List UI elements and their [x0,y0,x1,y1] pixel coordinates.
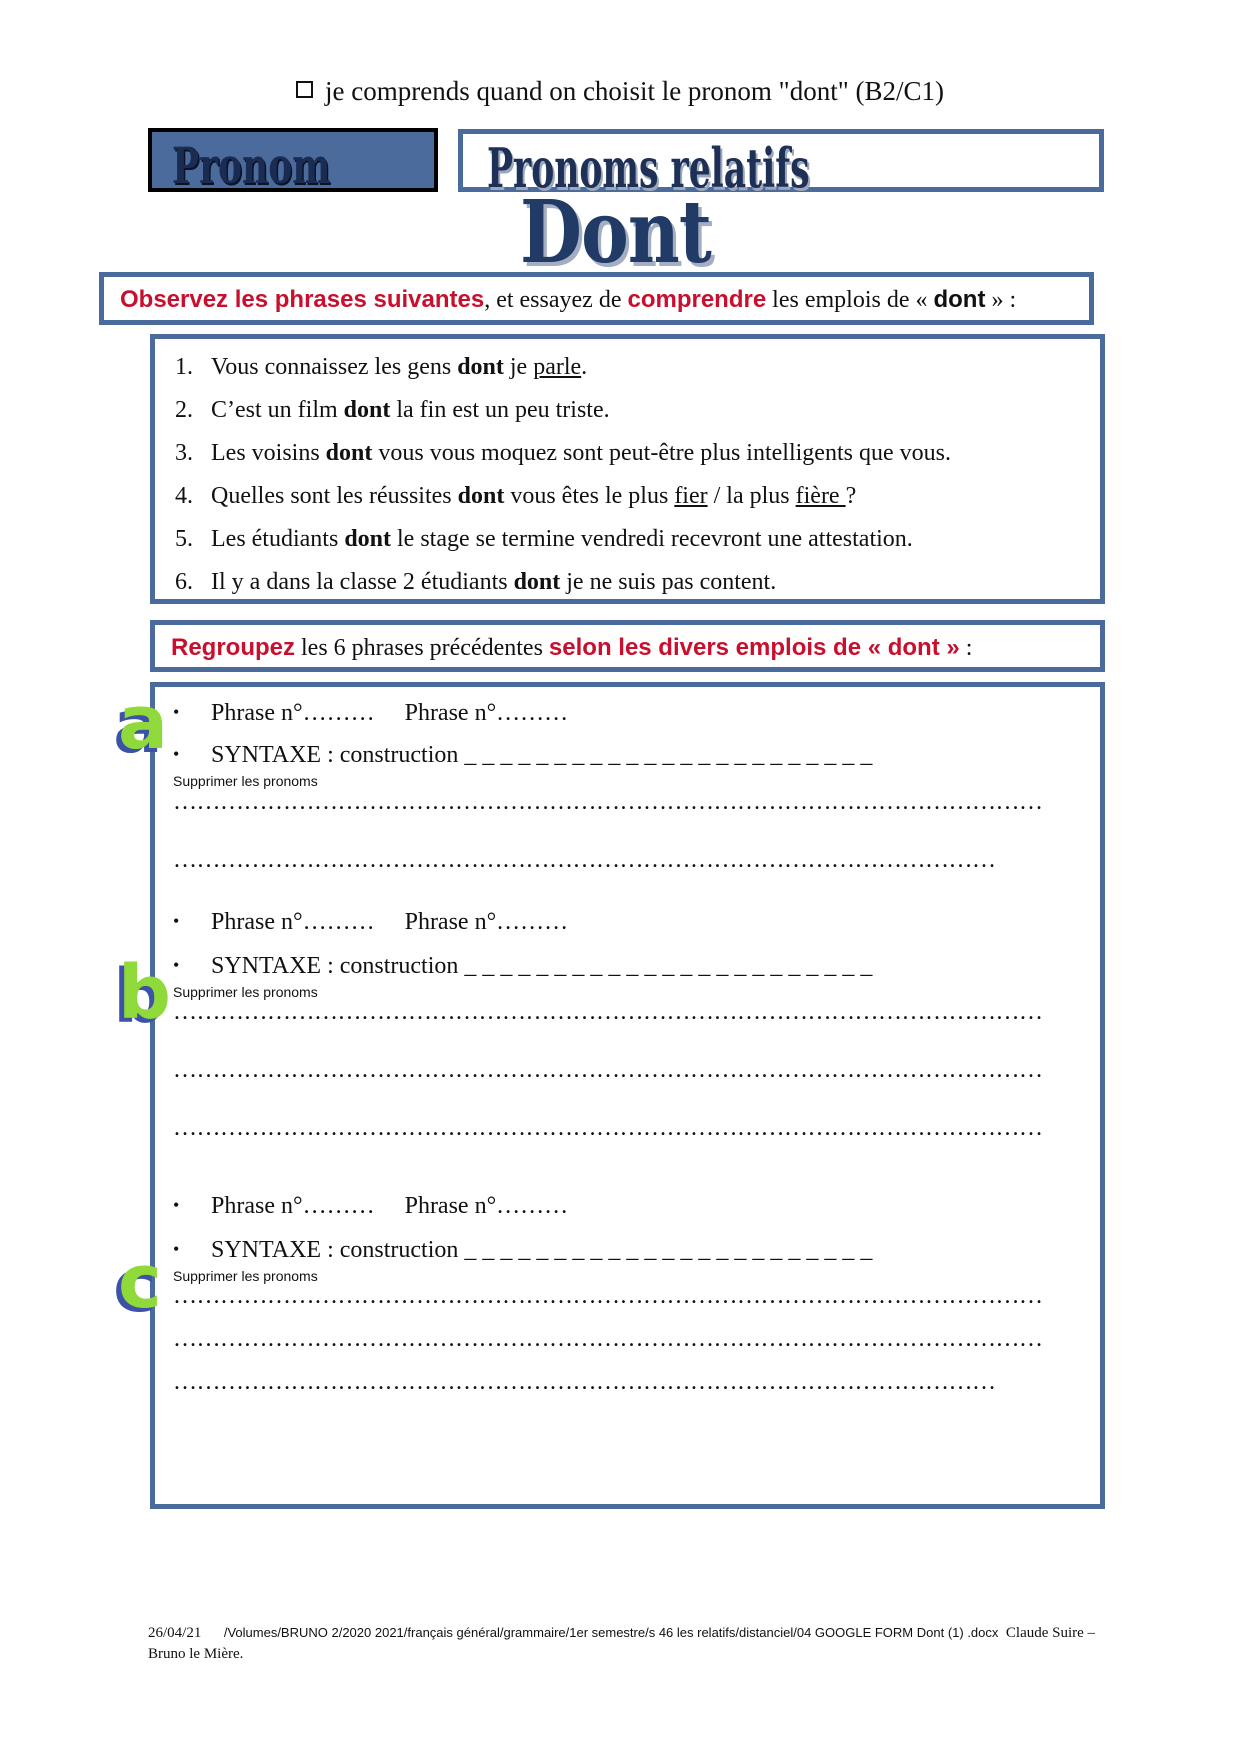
sentences-box [150,334,1105,604]
syntaxe-blank[interactable]: SYNTAXE : construction _ _ _ _ _ _ _ _ _ _ _ _ _ _ _ _ _ _ _ _ _ _ _ [211,953,873,979]
observe-keyword: Observez les phrases suivantes [120,286,485,313]
phrase-blank[interactable]: Phrase n°……… [404,700,569,726]
regroup-instruction: Regroupez les 6 phrases précédentes selon les divers emplois de « dont » : [171,634,973,661]
sentence-item: 2. C’est un film dont la fin est un peu triste. [175,397,610,423]
regroup-instruction-box [150,620,1105,672]
emplois-keyword: selon les divers emplois de « dont » [548,634,960,661]
group-b-syntaxe: • SYNTAXE : construction _ _ _ _ _ _ _ _ _ _ _ _ _ _ _ _ _ _ _ _ _ _ _ [173,953,873,979]
observe-text: » : [985,287,1017,313]
answer-line[interactable]: ………………………………………………………………………………………………… [173,1283,1043,1309]
syntaxe-blank[interactable]: SYNTAXE : construction _ _ _ _ _ _ _ _ _ _ _ _ _ _ _ _ _ _ _ _ _ _ _ [211,1237,873,1263]
observe-text: , et essayez de [484,287,628,313]
letter-a-icon: a [118,680,168,766]
group-c-phrases: • Phrase n°……… Phrase n°……… [173,1193,569,1219]
syntaxe-blank[interactable]: SYNTAXE : construction _ _ _ _ _ _ _ _ _ _ _ _ _ _ _ _ _ _ _ _ _ _ _ [211,742,873,768]
regroupez-keyword: Regroupez [171,634,296,661]
checkbox-icon [296,81,313,98]
letter-c-icon: c [118,1239,162,1325]
relatifs-title: Pronoms relatifs [487,136,810,200]
group-a-supprimer-note: Supprimer les pronoms [173,773,318,789]
footer-authors-continued: Bruno le Mière. [148,1646,244,1662]
group-b-supprimer-note: Supprimer les pronoms [173,984,318,1000]
footer-authors: Claude Suire – [1005,1625,1096,1641]
answer-line[interactable]: ………………………………………………………………………………………………… [173,1057,1043,1083]
answer-line[interactable]: …………………………………………………………………………………………… [173,847,996,873]
group-a-syntaxe: • SYNTAXE : construction _ _ _ _ _ _ _ _ _ _ _ _ _ _ _ _ _ _ _ _ _ _ _ [173,742,873,768]
sentence-item: 3. Les voisins dont vous vous moquez sont peut-être plus intelligents que vous. [175,440,951,466]
group-b-phrases: • Phrase n°……… Phrase n°……… [173,909,569,935]
sentence-item: 5. Les étudiants dont le stage se termine vendredi recevront une attestation. [175,526,913,552]
comprendre-keyword: comprendre [627,286,767,313]
answer-line[interactable]: ………………………………………………………………………………………………… [173,1115,1043,1141]
dont-title: Dont [520,182,712,283]
footer-date: 26/04/21 [148,1625,202,1641]
sentence-item: 1. Vous connaissez les gens dont je parle. [175,354,588,380]
group-c-syntaxe: • SYNTAXE : construction _ _ _ _ _ _ _ _ _ _ _ _ _ _ _ _ _ _ _ _ _ _ _ [173,1237,873,1263]
answer-line[interactable]: …………………………………………………………………………………………… [173,1369,996,1395]
group-a-phrases: • Phrase n°……… Phrase n°……… [173,700,569,726]
observe-instruction [120,286,1016,314]
observe-text: les emplois de « [766,287,934,313]
group-c-supprimer-note: Supprimer les pronoms [173,1268,318,1284]
objective-text: je comprends quand on choisit le pronom "dont" (B2/C1) [325,76,944,106]
sentence-item: 6. Il y a dans la classe 2 étudiants dont je ne suis pas content. [175,569,777,595]
answer-line[interactable]: ………………………………………………………………………………………………… [173,999,1043,1025]
phrase-blank[interactable]: Phrase n°……… [404,909,569,935]
footer-path: /Volumes/BRUNO 2/2020 2021/français général/grammaire/1er semestre/s 46 les relatifs/distanciel/04 GOOGLE FORM Dont (1) .docx [223,1625,999,1640]
objective-line [0,76,1240,107]
pronom-title: Pronom [172,136,331,192]
groups-box [150,682,1105,1509]
sentence-item: 4. Quelles sont les réussites dont vous êtes le plus fier / la plus fière ? [175,483,857,509]
answer-line[interactable]: ………………………………………………………………………………………………… [173,789,1043,815]
footer [148,1622,1108,1665]
pronom-title-box [148,128,438,192]
phrase-blank[interactable]: Phrase n°……… [211,700,375,726]
phrase-blank[interactable]: Phrase n°……… [404,1193,569,1219]
observe-instruction-box [99,272,1094,325]
phrase-blank[interactable]: Phrase n°……… [211,1193,375,1219]
answer-line[interactable]: ………………………………………………………………………………………………… [173,1326,1043,1352]
dont-keyword: dont [933,286,986,313]
letter-b-icon: b [118,950,171,1036]
phrase-blank[interactable]: Phrase n°……… [211,909,375,935]
